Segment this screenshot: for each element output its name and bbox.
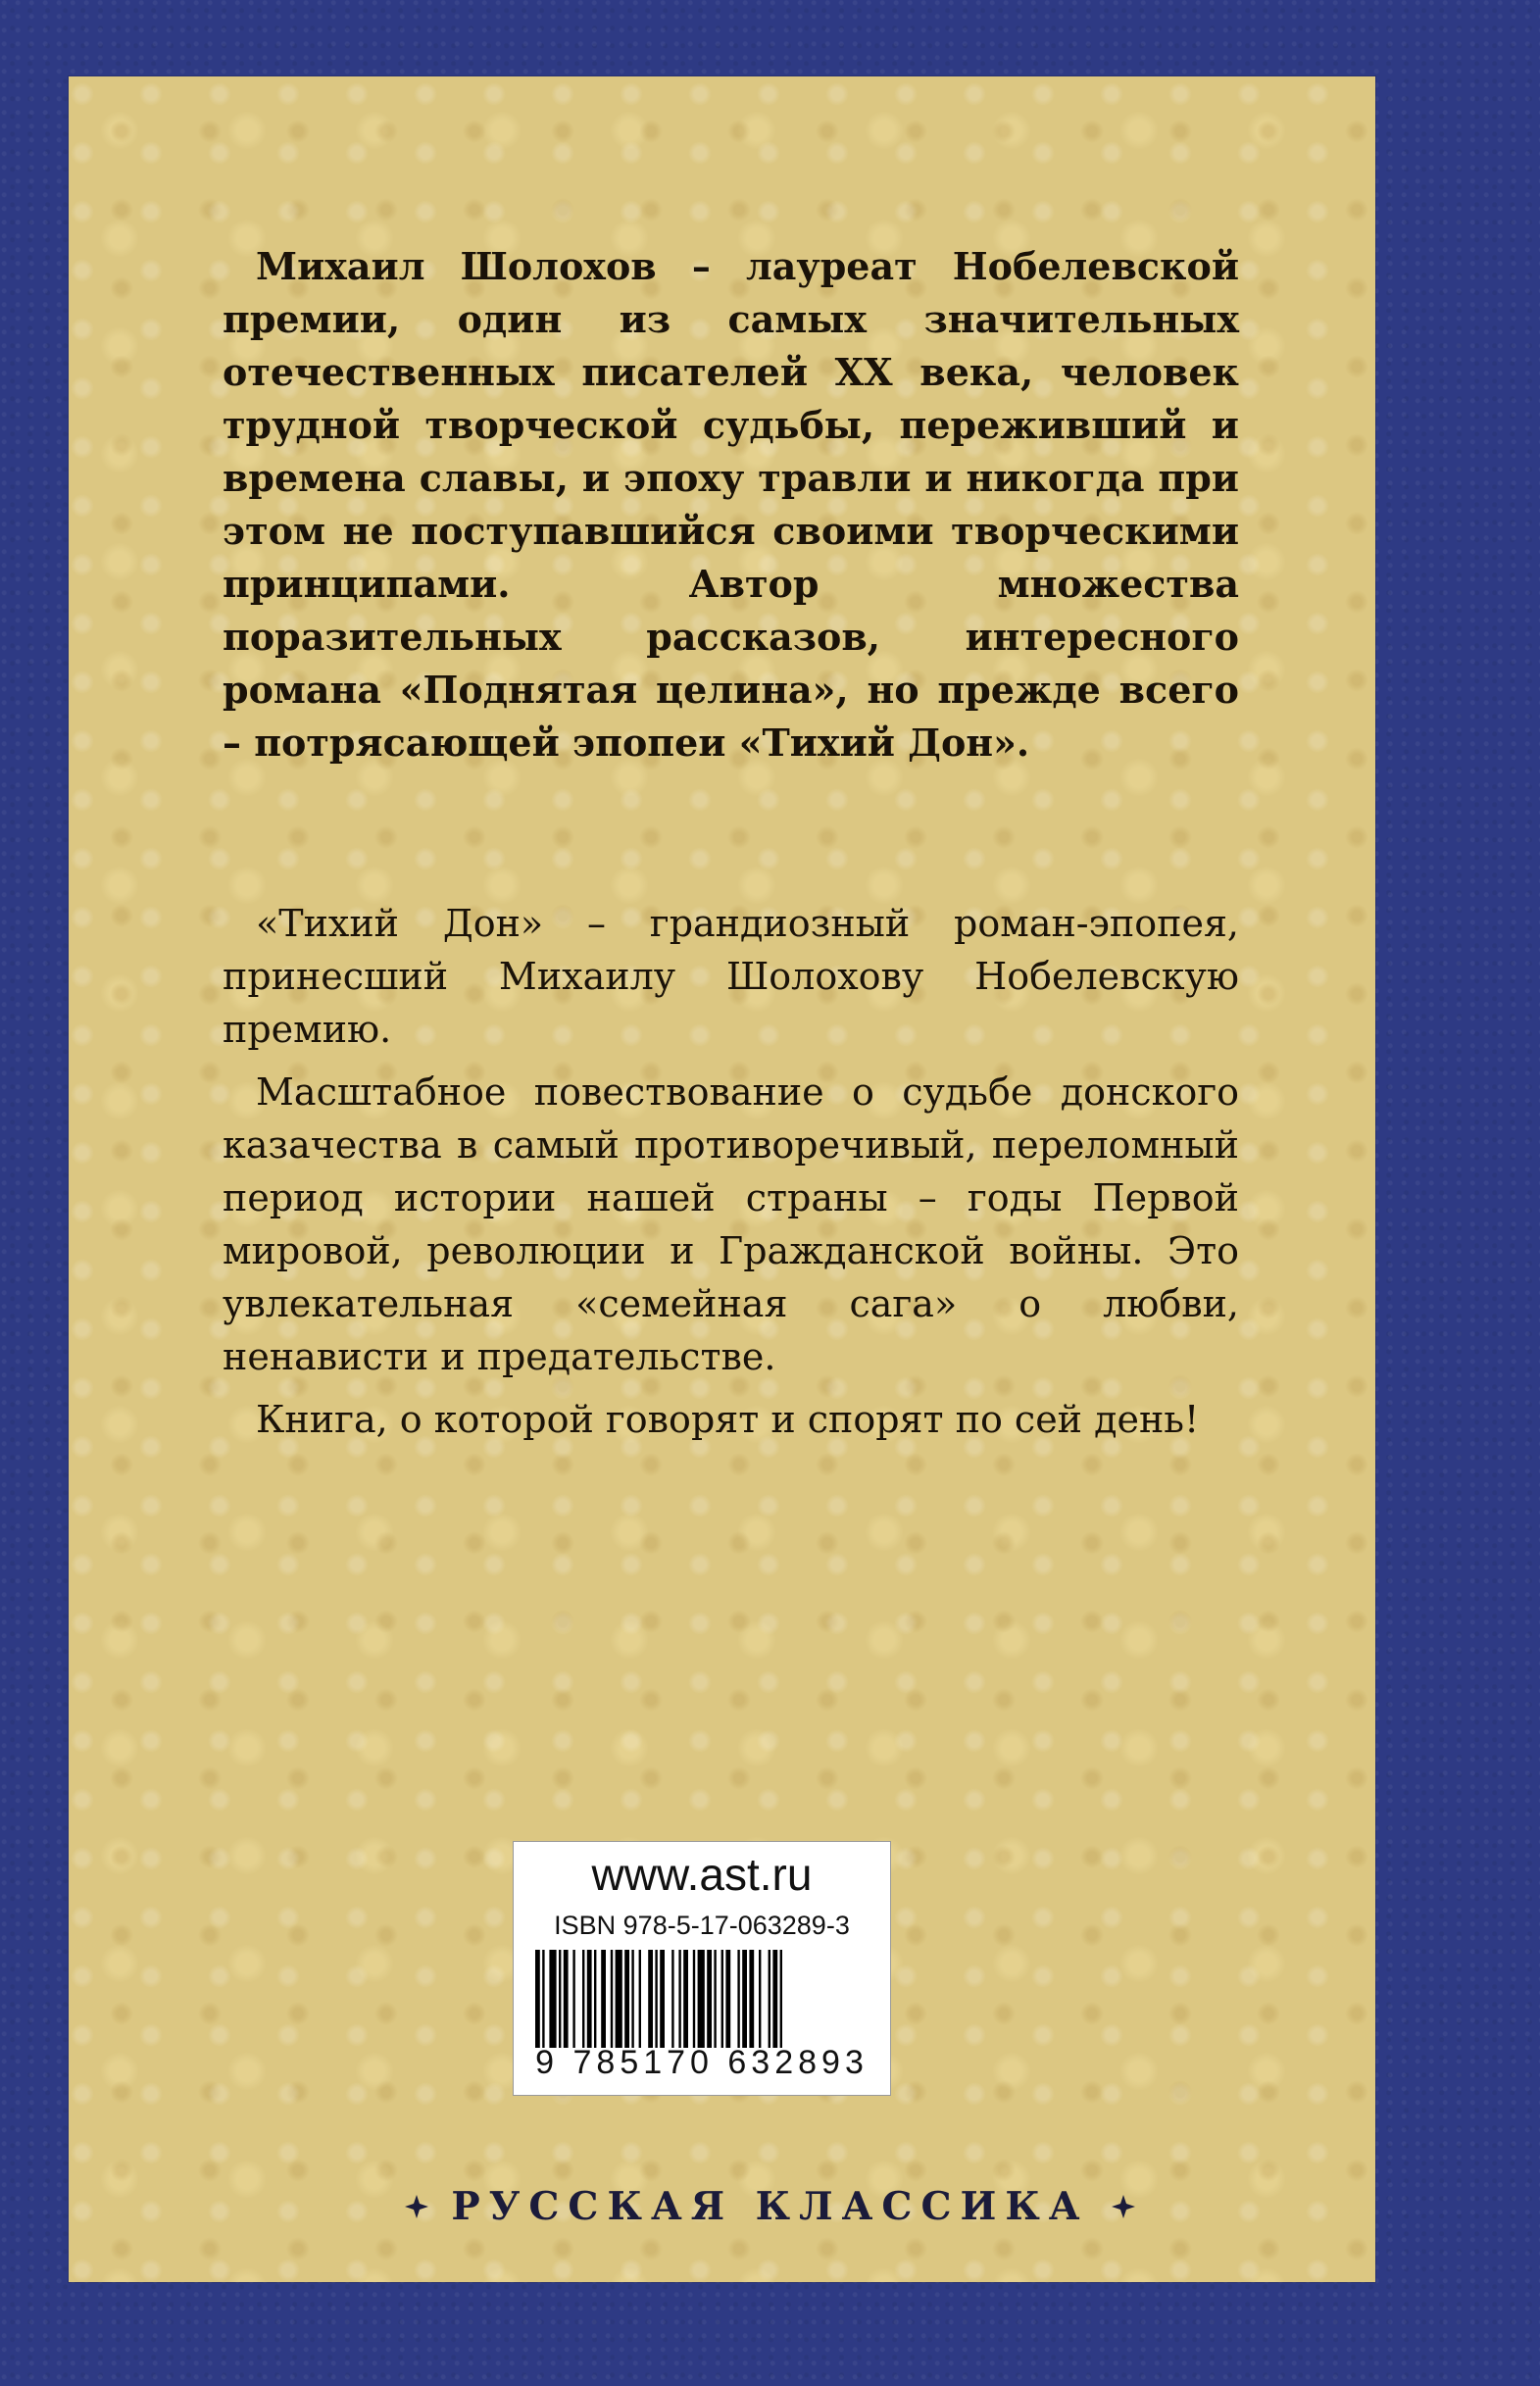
barcode-bar [742,1950,747,2048]
barcode-bar [594,1950,596,2048]
barcode-bar [582,1950,584,2048]
barcode-bar [693,1950,695,2048]
author-annotation: Михаил Шолохов – лауреат Нобелевской премии, один из самых значительных отечественных писателей XX века, человек трудной творческой судьбы, переживший и времена славы, и эпоху травли и никогда при этом не поступавшийся своими творческими принципами. Автор множества поразительных рассказов, интересного романа «Поднятая целина», но прежде всего – потрясающей эпопеи «Тихий Дон». [223,244,1239,765]
barcode-bar [559,1950,561,2048]
barcode-bar [707,1950,712,2048]
barcode-bar [759,1950,761,2048]
barcode-bar [737,1950,739,2048]
barcode-bar [542,1950,544,2048]
barcode-bar [535,1950,540,2048]
barcode-bar [648,1950,653,2048]
isbn-number: ISBN 978-5-17-063289-3 [554,1911,850,1940]
barcode-bar [616,1950,622,2048]
barcode-bar [671,1950,673,2048]
barcode-bar [683,1950,688,2048]
barcode-bar [611,1950,613,2048]
barcode-bar [572,1950,574,2048]
barcode-bar [714,1950,716,2048]
barcode [535,1950,869,2048]
book-description [223,897,1239,1456]
barcode-bar [631,1950,633,2048]
barcode-bar [624,1950,629,2048]
fleuron-icon [1111,2194,1136,2219]
barcode-bar [639,1950,641,2048]
barcode-bar [601,1950,606,2048]
barcode-bar [698,1950,705,2048]
series-banner [0,2184,1540,2229]
barcode-bar [587,1950,592,2048]
barcode-bar [655,1950,657,2048]
description-paragraph: «Тихий Дон» – грандиозный роман-эпопея, принесший Михаилу Шолохову Нобелевскую премию. [223,902,1239,1051]
barcode-bar [749,1950,754,2048]
barcode-bar [549,1950,556,2048]
barcode-bar [564,1950,569,2048]
publisher-website: www.ast.ru [591,1849,813,1900]
barcode-bar [660,1950,665,2048]
barcode-bar [725,1950,730,2048]
barcode-bar [780,1950,782,2048]
barcode-bar [678,1950,680,2048]
barcode-digits: 9 785170 632893 [535,2044,869,2081]
description-paragraph: Масштабное повествование о судьбе донского казачества в самый противоречивый, переломный период истории нашей страны – годы Первой мировой, революции и Гражданской войны. Это увлекательная «семейная сага» о любви, ненависти и предательстве. [223,1070,1239,1378]
fleuron-icon [404,2194,429,2219]
isbn-label [513,1841,891,2096]
barcode-bar [769,1950,770,2048]
barcode-bar [721,1950,723,2048]
description-paragraph: Книга, о которой говорят и спорят по сей день! [256,1398,1200,1441]
barcode-bar [772,1950,777,2048]
series-name: РУССКАЯ КЛАССИКА [451,2184,1089,2229]
